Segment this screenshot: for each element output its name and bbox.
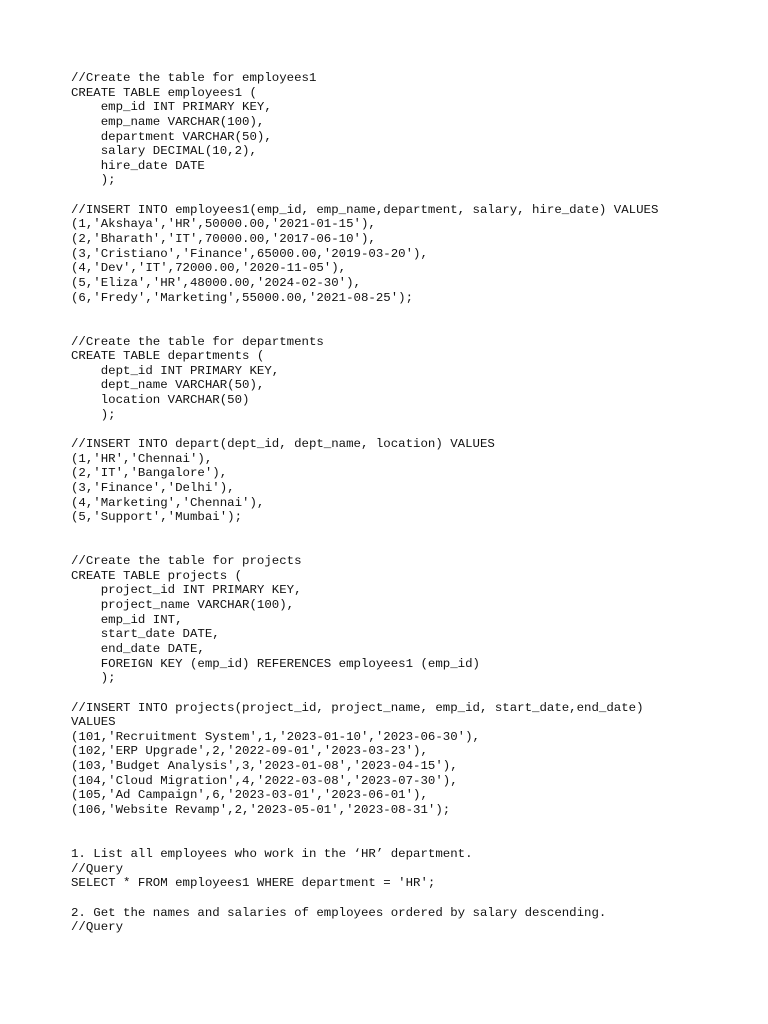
code-line: (3,'Cristiano','Finance',65000.00,'2019-03-20'),: [71, 246, 428, 261]
code-line: (103,'Budget Analysis',3,'2023-01-08','2023-04-15'),: [71, 759, 458, 774]
code-line: CREATE TABLE projects (: [71, 568, 243, 583]
comment-line: //Create the table for projects: [71, 554, 302, 569]
comment-line: //INSERT INTO employees1(emp_id, emp_name,department, salary, hire_date) VALUES: [71, 202, 659, 217]
code-line: (106,'Website Revamp',2,'2023-05-01','2023-08-31');: [71, 803, 451, 818]
blank-line: [71, 188, 751, 203]
code-line: dept_name VARCHAR(50),: [71, 378, 265, 393]
code-line: );: [71, 173, 116, 188]
code-line: CREATE TABLE employees1 (: [71, 85, 257, 100]
code-line: emp_name VARCHAR(100),: [71, 114, 265, 129]
code-line: CREATE TABLE departments (: [71, 349, 265, 364]
code-line: (1,'Akshaya','HR',50000.00,'2021-01-15'),: [71, 217, 376, 232]
code-line: salary DECIMAL(10,2),: [71, 144, 257, 159]
blank-line: [71, 686, 751, 701]
question-line: 1. List all employees who work in the ‘HR’ department.: [71, 846, 473, 861]
code-line: );: [71, 671, 116, 686]
code-line: );: [71, 407, 116, 422]
comment-line: //INSERT INTO projects(project_id, project_name, emp_id, start_date,end_date): [71, 700, 644, 715]
code-line: project_name VARCHAR(100),: [71, 598, 295, 613]
blank-line: [71, 422, 751, 437]
code-line: project_id INT PRIMARY KEY,: [71, 583, 302, 598]
blank-line: [71, 305, 751, 320]
blank-line: [71, 320, 751, 335]
code-line: (105,'Ad Campaign',6,'2023-03-01','2023-06-01'),: [71, 788, 428, 803]
code-line: VALUES: [71, 715, 116, 730]
code-line: (2,'IT','Bangalore'),: [71, 466, 228, 481]
blank-line: [71, 832, 751, 847]
blank-line: [71, 891, 751, 906]
code-line: emp_id INT PRIMARY KEY,: [71, 100, 272, 115]
code-line: (101,'Recruitment System',1,'2023-01-10','2023-06-30'),: [71, 729, 480, 744]
code-line: department VARCHAR(50),: [71, 129, 272, 144]
blank-line: [71, 540, 751, 555]
comment-line: //INSERT INTO depart(dept_id, dept_name, location) VALUES: [71, 437, 495, 452]
code-line: emp_id INT,: [71, 612, 183, 627]
code-line: (5,'Support','Mumbai');: [71, 510, 243, 525]
blank-line: [71, 818, 751, 833]
code-line: FOREIGN KEY (emp_id) REFERENCES employees1 (emp_id): [71, 656, 480, 671]
code-line: (5,'Eliza','HR',48000.00,'2024-02-30'),: [71, 275, 361, 290]
question-line: 2. Get the names and salaries of employees ordered by salary descending.: [71, 905, 607, 920]
code-line: end_date DATE,: [71, 641, 205, 656]
code-line: hire_date DATE: [71, 158, 205, 173]
sql-document-body: [71, 71, 751, 935]
code-line: dept_id INT PRIMARY KEY,: [71, 363, 280, 378]
code-line: (2,'Bharath','IT',70000.00,'2017-06-10'),: [71, 232, 376, 247]
blank-line: [71, 525, 751, 540]
code-line: SELECT * FROM employees1 WHERE department = 'HR';: [71, 876, 436, 891]
code-line: (6,'Fredy','Marketing',55000.00,'2021-08-25');: [71, 290, 414, 305]
comment-line: //Query: [71, 861, 124, 876]
code-line: location VARCHAR(50): [71, 393, 250, 408]
comment-line: //Query: [71, 920, 124, 935]
code-line: (4,'Dev','IT',72000.00,'2020-11-05'),: [71, 261, 347, 276]
comment-line: //Create the table for employees1: [71, 71, 317, 85]
code-line: (3,'Finance','Delhi'),: [71, 480, 235, 495]
comment-line: //Create the table for departments: [71, 334, 324, 349]
code-line: start_date DATE,: [71, 627, 220, 642]
code-line: (4,'Marketing','Chennai'),: [71, 495, 265, 510]
code-line: (1,'HR','Chennai'),: [71, 451, 213, 466]
code-line: (102,'ERP Upgrade',2,'2022-09-01','2023-03-23'),: [71, 744, 428, 759]
code-line: (104,'Cloud Migration',4,'2022-03-08','2023-07-30'),: [71, 773, 458, 788]
